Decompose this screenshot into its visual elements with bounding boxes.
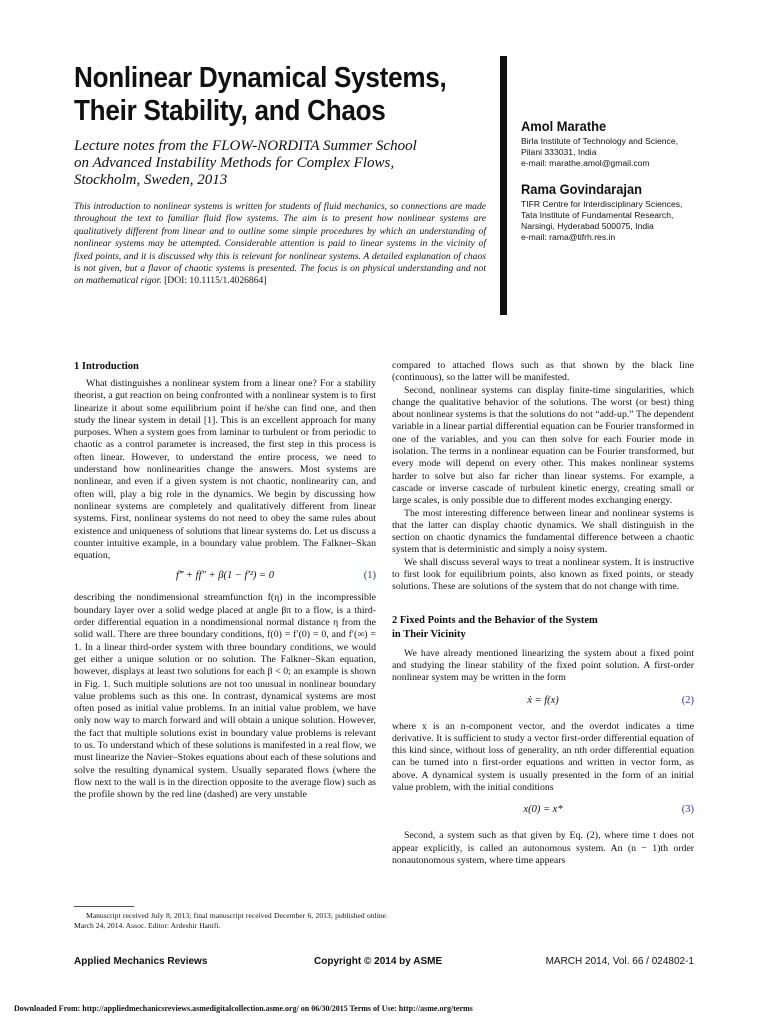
equation-body: f‴ + ff″ + β(1 − f′²) = 0 xyxy=(176,570,274,582)
author-name: Rama Govindarajan xyxy=(521,181,642,197)
subtitle-line-1: Lecture notes from the FLOW-NORDITA Summer School xyxy=(74,138,417,154)
affiliation-line: Narsingi, Hyderabad 500075, India xyxy=(521,221,654,231)
subtitle-line-2: on Advanced Instability Methods for Complex Flows, xyxy=(74,155,395,171)
equation-2 xyxy=(392,691,694,713)
equation-body: ẋ = f(x) xyxy=(527,694,559,706)
paragraph: What distinguishes a nonlinear system from a linear one? For a stability theorist, a gut reaction on being confronted with a nonlinear system is to first linearize it about some equilibrium point if he/she can find one, and then study the linear system in detail [1]. This is an excellent approach for many purposes. When a system goes from laminar to turbulent or from periodic to chaotic as a control parameter is increased, the first step in this process is often linear. However, to understand the entire process, we need to understand how nonlinearities change the answers. Most systems are nonlinear, and even if a given system is not chaotic, nonlinearity can, and often will, play a big role in the dynamics. We begin by discussing how nonlinear systems are completely and qualitatively different from linear systems. First, nonlinear systems do not need to obey the same rules about existence and uniqueness of solutions that linear systems do. Let us discuss a counter intuitive example, in a boundary value problem. The Falkner–Skan equation, xyxy=(74,378,377,562)
affiliation-line: Pilani 333031, India xyxy=(521,147,597,157)
paragraph: The most interesting difference between linear and nonlinear systems is that the latter can display chaotic dynamics. We shall distinguish in the section on chaotic dynamics the fundamental difference between a chaotic system that is deterministic and simply a noisy system. xyxy=(392,507,694,556)
paragraph: where x is an n-component vector, and the overdot indicates a time derivative. It is sufficient to study a vector first-order differential equation of this kind since, without loss of generality, an nth order differential equation can be turned into n first-order equations and written in vector form, as above. A dynamical system is usually presented in the form of an initial value problem, with the initial conditions xyxy=(392,720,694,794)
equation-body: x(0) = x* xyxy=(523,804,563,816)
paragraph: Second, nonlinear systems can display finite-time singularities, which change the qualitative behavior of the solutions. The worst (or best) thing about nonlinear systems is that the solutions do not “add-up.” The dependent variable in a linear partial differential equation can be Fourier transformed in one of the variables, and you can then solve for each Fourier mode in isolation. The terms in a nonlinear equation can be Fourier transformed, but every mode will depend on every other. This makes nonlinear systems harder to solve but also far richer than linear systems. For example, a cascade or inverse cascade of turbulent kinetic energy, creating small or large scales, is only possible due to different modes exchanging energy. xyxy=(392,384,694,507)
subtitle-line-3: Stockholm, Sweden, 2013 xyxy=(74,172,228,188)
vertical-divider xyxy=(500,56,507,315)
page-footer xyxy=(74,956,694,970)
footnote-rule xyxy=(74,906,134,907)
affiliation-line: Birla Institute of Technology and Science, xyxy=(521,136,679,146)
affiliation-line: TIFR Centre for Interdisciplinary Sciences, xyxy=(521,199,683,209)
article-title xyxy=(74,62,452,128)
subtitle xyxy=(74,138,494,189)
equation-3 xyxy=(392,800,694,822)
author-block-1 xyxy=(521,118,751,169)
equation-number: (1) xyxy=(363,570,376,582)
footnote: Manuscript received July 8, 2013; final manuscript received December 6, 2013; published online March 24, 2014. Assoc. Editor: Ardeshir Hanifi. xyxy=(74,911,386,930)
equation-number: (3) xyxy=(681,804,694,816)
paragraph: We have already mentioned linearizing the system about a fixed point and studying the linear stability of the fixed point solution. A first-order nonlinear system may be written in the form xyxy=(392,647,694,684)
issue-info: MARCH 2014, Vol. 66 / 024802-1 xyxy=(545,956,694,967)
title-line-2: Their Stability, and Chaos xyxy=(74,95,386,127)
author-email[interactable]: e-mail: marathe.amol@gmail.com xyxy=(521,158,650,168)
paragraph: compared to attached flows such as that shown by the black line (continuous), so the latter will be manifested. xyxy=(392,360,694,384)
copyright: Copyright © 2014 by ASME xyxy=(314,956,443,967)
author-email[interactable]: e-mail: rama@tifrh.res.in xyxy=(521,232,616,242)
section-heading-introduction: 1 Introduction xyxy=(74,361,139,372)
equation-1 xyxy=(74,566,376,588)
author-block-2 xyxy=(521,181,751,243)
abstract xyxy=(74,201,486,288)
paragraph: Second, a system such as that given by Eq. (2), where time t does not appear explicitly, is called an autonomous system. An (n − 1)th order nonautonomous system, where time appears xyxy=(392,830,694,866)
equation-number: (2) xyxy=(681,694,694,706)
left-column xyxy=(74,360,376,802)
journal-name: Applied Mechanics Reviews xyxy=(74,956,208,967)
section-heading-fixed-points xyxy=(392,614,694,642)
author-name: Amol Marathe xyxy=(521,118,607,134)
paragraph: describing the nondimensional streamfunction f(η) in the incompressible boundary layer over a solid wedge placed at angle βπ to a flow, is a third-order differential equation in a nondimensional normal distance η from the solid wall. There are three boundary conditions, f(0) = f′(0) = 0, and f′(∞) = 1. In a linear third-order system with three boundary conditions, we would get either a unique solution or no solution. The Falkner–Skan equation, however, displays at least two solutions for each β < 0; an example is shown in Fig. 1. Such multiple solutions are not too unusual in nonlinear boundary value problems such as this one. In contrast, dynamical systems are most often posed as initial value problems. In an initial value problem, we have only now way to march forward and will obtain a unique solution. However, the fact that multiple solutions exist in boundary value problems is relevant to us. To understand which of these solutions is manifested in a real flow, we must linearize the Navier–Stokes equations about each of these solutions and solve the resulting dynamical system. Usually separated flows (where the flow next to the wall is in the direction opposite to the average flow) such as the profile shown by the red line (dashed) are very unstable xyxy=(74,592,376,801)
paragraph: We shall discuss several ways to treat a nonlinear system. It is instructive to first look for equilibrium points, also known as fixed points, or steady solutions. These are solutions of the system that do not change with time. xyxy=(392,556,694,593)
section-heading-line: in Their Vicinity xyxy=(392,628,466,640)
right-column xyxy=(392,360,694,867)
doi[interactable]: [DOI: 10.1115/1.4026864] xyxy=(164,275,267,287)
affiliation-line: Tata Institute of Fundamental Research, xyxy=(521,210,674,220)
section-heading-line: 2 Fixed Points and the Behavior of the System xyxy=(392,614,598,626)
abstract-text: This introduction to nonlinear systems is written for students of fluid mechanics, so connections are made throughout the text to familiar fluid flow systems. The aim is to present how nonlinear systems are qualitatively different from linear and to outline some simple procedures by which an understanding of nonlinear systems may be attempted. Considerable attention is paid to linear systems in the vicinity of fixed points, and it is discussed why this is relevant for nonlinear systems. A detailed explanation of chaos is not given, but a flavor of chaotic systems is presented. The focus is on physical understanding and not on mathematical rigor. xyxy=(74,201,486,287)
title-line-1: Nonlinear Dynamical Systems, xyxy=(74,62,447,94)
download-notice[interactable]: Downloaded From: http://appliedmechanicsreviews.asmedigitalcollection.asme.org/ on 06/30/2015 Terms of Use: http://asme.org/terms xyxy=(14,1004,473,1013)
